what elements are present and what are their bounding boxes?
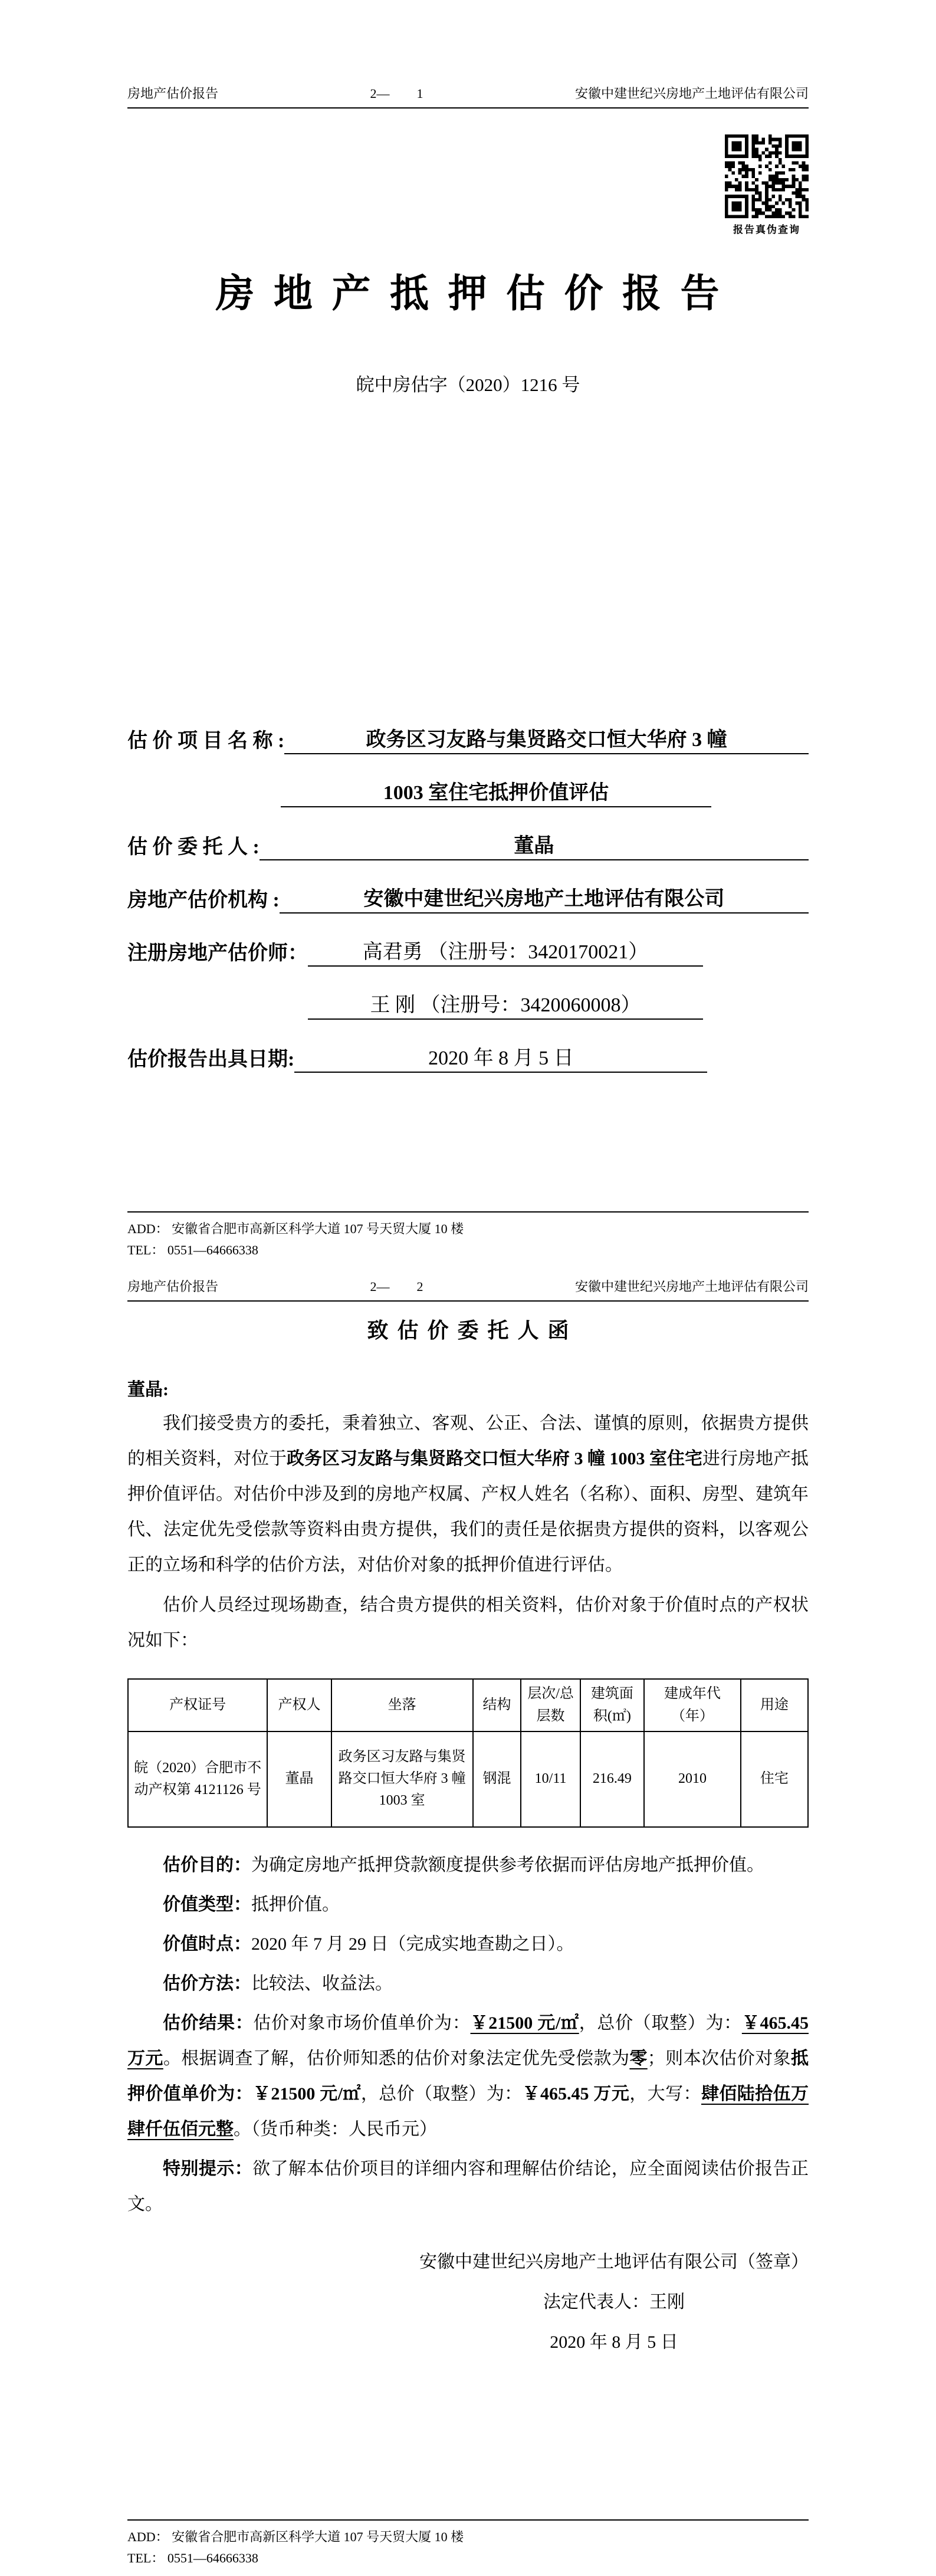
result-seg10: ，总价（取整）为：	[360, 2084, 523, 2104]
letter-page	[0, 1268, 936, 2576]
signature-legal-representative: 法定代表人：王刚	[543, 2292, 685, 2312]
col-header-location: 坐落	[331, 1679, 473, 1731]
cover-form	[127, 719, 809, 1073]
result-unit-price-2: ￥21500 元/㎡	[252, 2084, 361, 2104]
form-row-project-continued	[127, 772, 809, 807]
property-rights-table	[127, 1678, 809, 1827]
result-label: 估价结果：	[163, 2013, 254, 2033]
agency-label: 房地产估价机构 :	[127, 889, 280, 911]
method-label: 估价方法：	[163, 1973, 251, 1993]
form-row-project	[127, 719, 809, 754]
appraiser-1-value: 高君勇 （注册号：3420170021）	[308, 935, 703, 967]
result-total-price-1: ￥465.45 万元	[127, 2013, 809, 2068]
result-seg14: 。（货币种类：人民币元）	[234, 2119, 437, 2139]
form-row-appraiser-2	[127, 984, 809, 1020]
item-purpose	[127, 1848, 809, 1883]
cell-structure: 钢混	[473, 1731, 521, 1827]
signature-block	[419, 2242, 809, 2363]
header-company-name: 安徽中建世纪兴房地产土地评估有限公司	[574, 86, 809, 101]
purpose-label: 估价目的：	[163, 1855, 251, 1875]
method-text: 比较法、收益法。	[251, 1973, 393, 1993]
result-total-price-2: ￥465.45 万元	[522, 2084, 630, 2104]
result-seg1: 估价对象市场价值单价为：	[253, 2013, 471, 2033]
item-method	[127, 1966, 809, 2002]
para1-subject-property: 政务区习友路与集贤路交口恒大华府 3 幢 1003 室住宅	[287, 1449, 702, 1469]
qr-verification-block	[725, 134, 809, 236]
col-header-structure: 结构	[473, 1679, 521, 1731]
report-doc-number: 皖中房估字（2020）1216 号	[356, 374, 580, 396]
signature-company: 安徽中建世纪兴房地产土地评估有限公司（签章）	[419, 2252, 809, 2272]
client-value: 董晶	[260, 829, 809, 860]
item-value-type	[127, 1887, 809, 1923]
col-header-year-built: 建成年代（年）	[644, 1679, 741, 1731]
value-type-text: 抵押价值。	[251, 1894, 340, 1914]
appraisers-label: 注册房地产估价师：	[127, 942, 308, 964]
client-label: 估 价 委 托 人 :	[127, 836, 260, 858]
table-header-row	[128, 1679, 808, 1731]
letter-salutation: 董晶:	[127, 1380, 169, 1400]
footer-phone: TEL： 0551—64666338	[127, 2551, 258, 2565]
para1-seg1: 我们接受贵方的委托，秉着独立、客观、公正、合法、谨慎的原则，依据贵方提供的相关资料，对位于	[127, 1414, 809, 1469]
project-name-value-line2: 1003 室住宅抵押价值评估	[281, 776, 711, 807]
result-seg7: ；则本次估价对象	[647, 2048, 792, 2068]
project-name-label: 估 价 项 目 名 称 :	[127, 730, 285, 752]
notice-label: 特别提示：	[163, 2158, 253, 2179]
result-seg5: 。根据调查了解，估价师知悉的估价对象法定优先受偿款为	[163, 2048, 630, 2068]
col-header-owner: 产权人	[267, 1679, 331, 1731]
col-header-area: 建筑面积(㎡)	[580, 1679, 644, 1731]
agency-value: 安徽中建世纪兴房地产土地评估有限公司	[280, 882, 809, 914]
cell-area: 216.49	[580, 1731, 644, 1827]
item-special-notice	[127, 2151, 809, 2222]
form-row-issue-date	[127, 1037, 809, 1073]
header-doc-type: 房地产估价报告	[127, 86, 219, 101]
header-page-number	[370, 1279, 423, 1296]
cell-usage: 住宅	[741, 1731, 808, 1827]
para1-seg3: 进行房地产抵押价值评估。对估价中涉及到的房地产权属、产权人姓名（名称）、面积、房型、建筑年代、法定优先受偿款等资料由贵方提供，我们的责任是依据贵方提供的资料，以客观公正的立场和科学的估价方法，对估价对象的抵押价值进行评估。	[127, 1449, 809, 1575]
cell-location: 政务区习友路与集贤路交口恒大华府 3 幢 1003 室	[331, 1731, 473, 1827]
appraisal-summary-items	[127, 1848, 809, 2222]
value-type-label: 价值类型：	[163, 1894, 251, 1914]
col-header-floor: 层次/总层数	[521, 1679, 580, 1731]
result-priority-claim-zero: 零	[629, 2048, 648, 2068]
item-result	[127, 2006, 809, 2147]
appraiser-2-value: 王 刚 （注册号：3420060008）	[308, 988, 703, 1020]
purpose-text: 为确定房地产抵押贷款额度提供参考依据而评估房地产抵押价值。	[251, 1855, 764, 1875]
cell-year-built: 2010	[644, 1731, 741, 1827]
page2-running-header	[127, 1268, 809, 1302]
issue-date-value: 2020 年 8 月 5 日	[294, 1041, 707, 1073]
report-cover-page	[0, 0, 936, 1268]
page1-running-header	[127, 0, 809, 109]
value-date-label: 价值时点：	[163, 1934, 251, 1954]
value-date-text: 2020 年 7 月 29 日（完成实地查勘之日）。	[251, 1934, 574, 1954]
result-seg3: ，总价（取整）为：	[579, 2013, 742, 2033]
page2-content	[127, 1268, 809, 2576]
qr-code	[725, 134, 809, 218]
col-header-usage: 用途	[741, 1679, 808, 1731]
form-row-agency	[127, 878, 809, 914]
footer-phone: TEL： 0551—64666338	[127, 1243, 258, 1257]
header-page-number	[370, 86, 423, 103]
header-company-name: 安徽中建世纪兴房地产土地评估有限公司	[574, 1279, 809, 1294]
result-unit-price-1: ￥21500 元/㎡	[470, 2013, 579, 2033]
page1-content	[127, 0, 809, 1268]
cell-floor: 10/11	[521, 1731, 580, 1827]
page-number-value: 1	[416, 86, 423, 101]
footer-address: ADD： 安徽省合肥市高新区科学大道 107 号天贸大厦 10 楼	[127, 1221, 464, 1236]
header-doc-type: 房地产估价报告	[127, 1279, 219, 1294]
report-title: 房 地 产 抵 押 估 价 报 告	[215, 272, 721, 316]
letter-paragraph-2: 估价人员经过现场勘查，结合贵方提供的相关资料，估价对象于价值时点的产权状况如下：	[127, 1595, 809, 1651]
cell-certificate-no: 皖（2020）合肥市不动产权第 4121126 号	[128, 1731, 267, 1827]
item-value-date	[127, 1927, 809, 1962]
letter-paragraph-1	[127, 1406, 809, 1583]
result-seg12: ，大写：	[629, 2084, 701, 2104]
signature-date: 2020 年 8 月 5 日	[550, 2332, 678, 2352]
page-number-prefix: 2—	[370, 1279, 390, 1294]
notice-text: 欲了解本估价项目的详细内容和理解估价结论，应全面阅读估价报告正文。	[127, 2158, 809, 2214]
result-amount-in-words: 肆佰陆拾伍万肆仟伍佰元整	[127, 2084, 809, 2139]
letter-title: 致 估 价 委 托 人 函	[367, 1318, 569, 1342]
form-row-appraiser-1	[127, 931, 809, 967]
project-name-value-line1: 政务区习友路与集贤路交口恒大华府 3 幢	[284, 723, 809, 754]
col-header-certificate-no: 产权证号	[128, 1679, 267, 1731]
qr-caption: 报告真伪查询	[733, 224, 800, 235]
issue-date-label: 估价报告出具日期:	[127, 1048, 295, 1070]
footer-address: ADD： 安徽省合肥市高新区科学大道 107 号天贸大厦 10 楼	[127, 2529, 464, 2544]
page2-running-footer	[127, 2519, 809, 2569]
page1-running-footer	[127, 1211, 809, 1261]
form-row-client	[127, 825, 809, 860]
table-row	[128, 1731, 808, 1827]
page-number-prefix: 2—	[370, 86, 390, 101]
cell-owner: 董晶	[267, 1731, 331, 1827]
result-mortgage-unit-label: 抵押价值单价为：	[127, 2048, 809, 2104]
page-number-value: 2	[416, 1279, 423, 1294]
